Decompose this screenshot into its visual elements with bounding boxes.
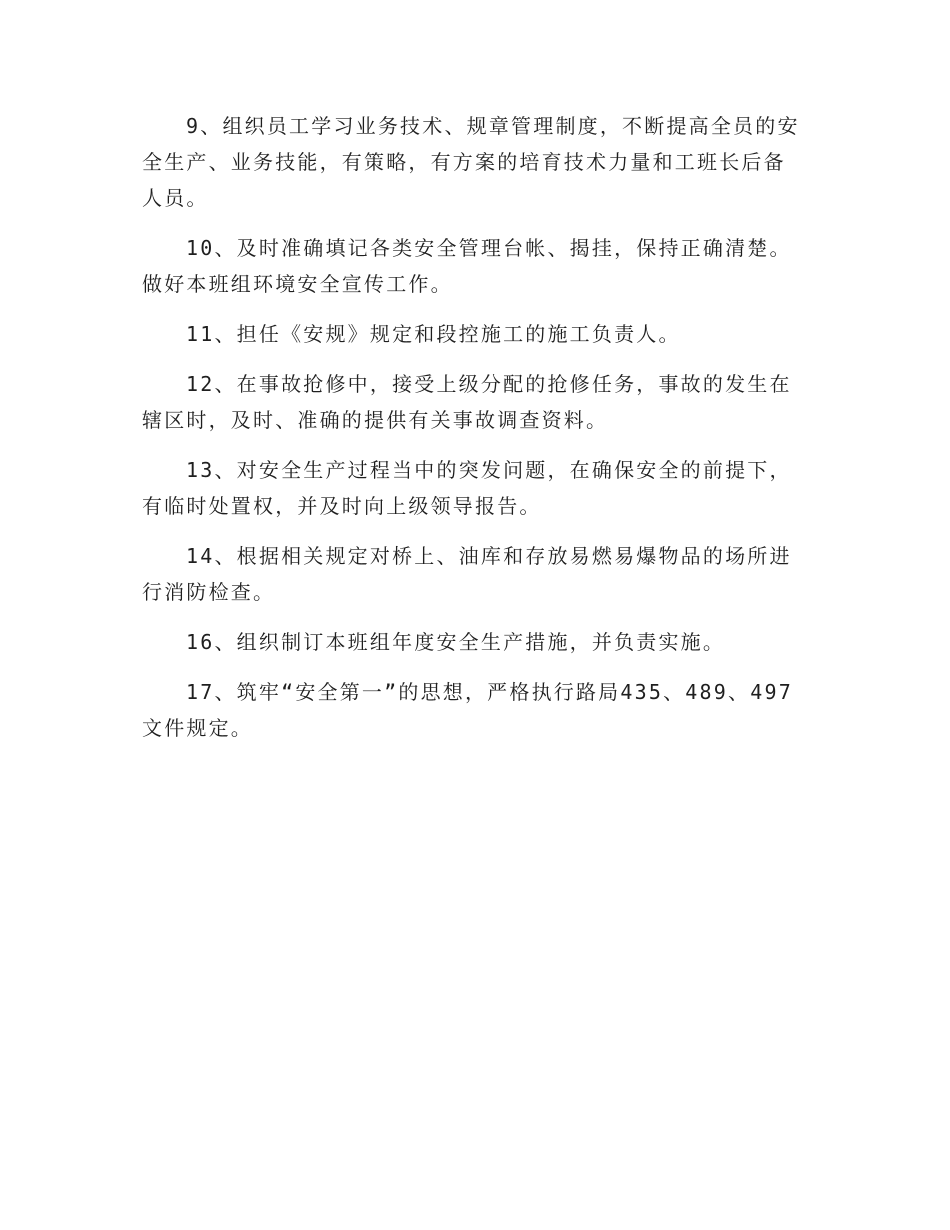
paragraph-item-11: 11、担任《安规》规定和段控施工的施工负责人。	[186, 322, 681, 346]
paragraph-item-12: 12、在事故抢修中，接受上级分配的抢修任务，事故的发生在辖区时，及时、准确的提供有关事故调查资料。	[142, 372, 792, 432]
paragraph-item-9: 9、组织员工学习业务技术、规章管理制度，不断提高全员的安全生产、业务技能，有策略，有方案的培育技术力量和工班长后备人员。	[142, 114, 800, 210]
document-body	[142, 108, 806, 760]
paragraph-item-10: 10、及时准确填记各类安全管理台帐、揭挂，保持正确清楚。做好本班组环境安全宣传工作。	[142, 236, 792, 296]
paragraph-item-17: 17、筑牢“安全第一”的思想，严格执行路局435、489、497文件规定。	[142, 680, 793, 740]
paragraph-item-16: 16、组织制订本班组年度安全生产措施，并负责实施。	[186, 630, 726, 654]
paragraph-item-14: 14、根据相关规定对桥上、油库和存放易燃易爆物品的场所进行消防检查。	[142, 544, 792, 604]
paragraph-item-13: 13、对安全生产过程当中的突发问题，在确保安全的前提下，有临时处置权，并及时向上级领导报告。	[142, 458, 792, 518]
